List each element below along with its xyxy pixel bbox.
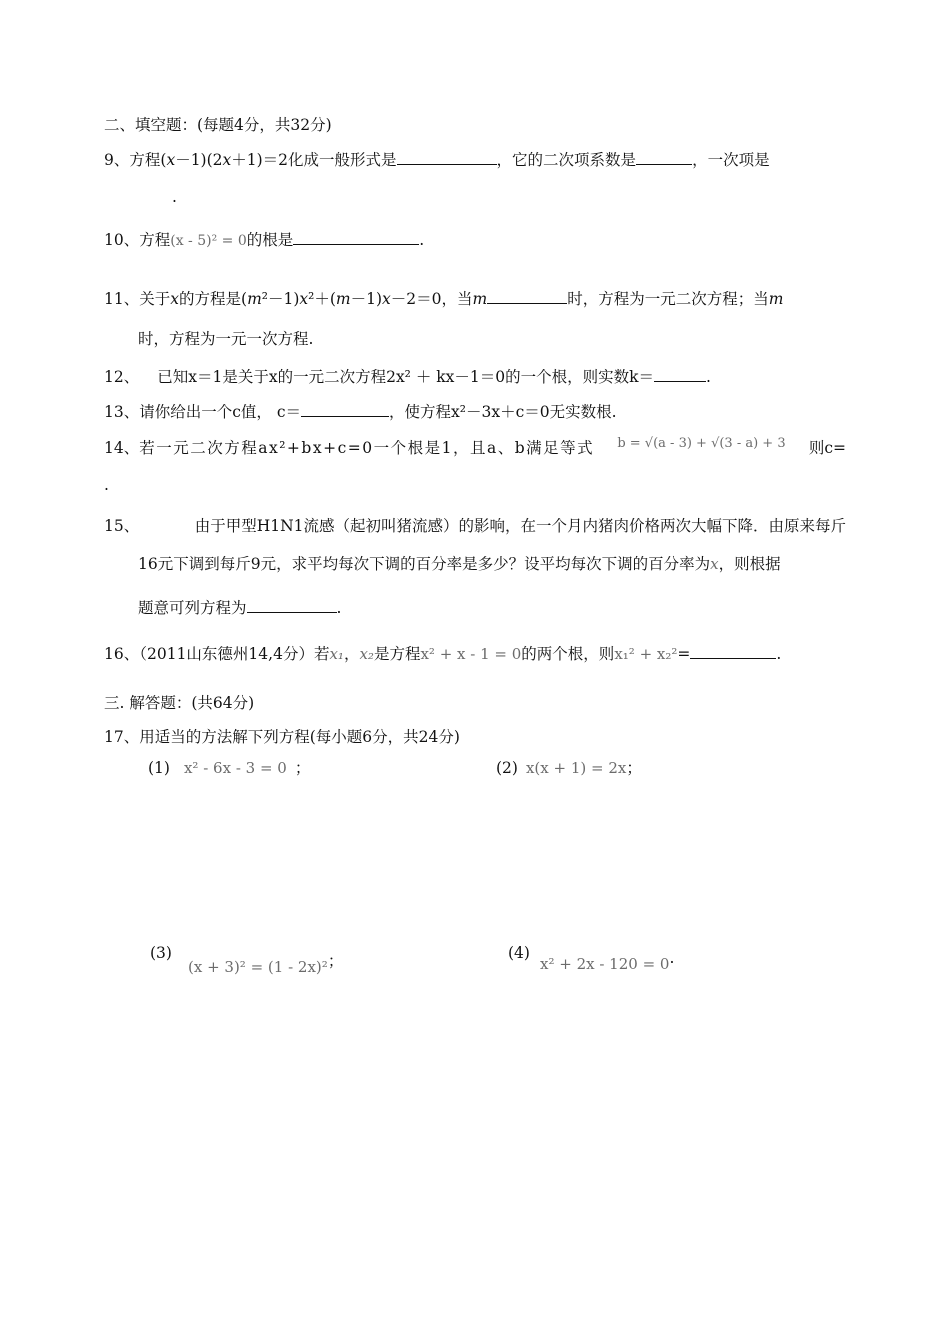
q11-x-2: x (299, 290, 309, 308)
question-13 (104, 400, 617, 422)
q11-text-1: 关于 (139, 290, 171, 308)
q17-part-2-tail: ； (626, 759, 642, 777)
q12-number: 12、 (104, 368, 140, 386)
q10-equation: (x - 5)² = 0 (170, 233, 247, 249)
q11-m-2: m (335, 290, 351, 308)
q17-part-4-label: (4) (508, 944, 530, 962)
q10-text-2: 的根是 (246, 231, 294, 249)
question-11 (104, 287, 783, 309)
q16-tail: . (776, 645, 782, 663)
q11-answer-blank-1[interactable] (487, 288, 567, 304)
q14-number: 14、 (104, 439, 140, 457)
q10-tail: . (419, 231, 425, 249)
question-16 (104, 642, 781, 664)
q12-tail: . (706, 368, 711, 386)
q11-m-4: m (768, 290, 784, 308)
q11-text-6: －2＝0，当 (390, 290, 473, 308)
q16-equation: x² + x - 1 = 0 (420, 645, 522, 663)
q9-text-3: ＋1)＝2化成一般形式是 (231, 151, 397, 169)
q15-line-3-text: 题意可列方程为 (138, 599, 247, 617)
q10-answer-blank[interactable] (293, 229, 419, 245)
q9-tail: . (172, 188, 177, 206)
q16-separator: ， (343, 645, 360, 663)
q13-answer-blank[interactable] (301, 401, 389, 417)
q16-text-3: 的两个根，则 (521, 645, 615, 663)
q16-x2: x₂ (359, 645, 374, 663)
question-17 (104, 725, 460, 747)
q17-part-3-label: (3) (150, 944, 172, 962)
q13-number: 13、 (104, 403, 140, 421)
question-12 (104, 365, 711, 387)
q15-x: x (710, 555, 719, 573)
q11-text-7: 时，方程为一元二次方程；当 (567, 290, 769, 308)
q17-part-4 (540, 949, 675, 973)
q9-x-2: x (222, 151, 232, 169)
q14-text-2: 则c= (808, 439, 846, 457)
q15-tail: . (336, 599, 342, 617)
q17-part-3-equation: (x + 3)² = (1 - 2x)² (188, 958, 328, 976)
q9-answer-blank-1[interactable] (397, 149, 497, 165)
q17-part-2 (496, 756, 642, 778)
q9-text-1: 方程( (129, 151, 167, 169)
q14-tail: . (104, 476, 109, 494)
q15-number: 15、 (104, 517, 140, 535)
q9-text-4: ，它的二次项系数是 (496, 151, 637, 169)
q15-line-2 (138, 552, 781, 574)
q17-part-1-tail: ； (294, 759, 311, 777)
q11-text-3: ²－1) (261, 290, 300, 308)
q16-text-2: 是方程 (373, 645, 421, 663)
q17-part-1-label: (1) (148, 759, 170, 777)
q16-answer-blank[interactable] (690, 643, 776, 659)
q10-text-1: 方程 (139, 231, 171, 249)
q16-text-1: （2011山东德州14,4分）若 (139, 645, 330, 663)
q17-part-2-label: (2) (496, 759, 518, 777)
q16-expression: x₁² + x₂² (614, 645, 678, 663)
question-15 (104, 514, 846, 536)
q11-text-4: ²＋( (308, 290, 336, 308)
q17-part-2-equation: x(x + 1) = 2x (525, 759, 627, 777)
q17-part-1-equation: x² - 6x - 3 = 0 (183, 759, 287, 777)
q16-number: 16、 (104, 645, 140, 663)
question-9 (104, 148, 770, 170)
q17-part-1 (148, 756, 310, 778)
q9-answer-blank-2[interactable] (636, 149, 692, 165)
q14-text-1: 若一元二次方程ax²+bx+c=0一个根是1，且a、b满足等式 (139, 439, 595, 457)
q13-text-1: 请你给出一个c值， c＝ (139, 403, 302, 421)
section-3-heading: 三. 解答题：(共64分) (104, 694, 255, 712)
q17-part-3-tail: ； (327, 952, 344, 970)
q11-line-2: 时，方程为一元一次方程. (138, 330, 314, 348)
q17-text: 用适当的方法解下列方程(每小题6分，共24分) (139, 728, 460, 746)
q9-text-2: －1)(2 (175, 151, 223, 169)
q9-x-1: x (166, 151, 176, 169)
q11-x-3: x (382, 290, 391, 308)
q16-x1: x₁ (329, 645, 344, 663)
q17-part-4-tail: . (669, 949, 675, 967)
q11-x-1: x (170, 290, 179, 308)
q12-answer-blank[interactable] (654, 366, 706, 382)
q14-equation: b = √(a - 3) + √(3 - a) + 3 (617, 436, 786, 451)
q12-text: 已知x＝1是关于x的一元二次方程2x² ＋ kx－1＝0的一个根，则实数k＝ (157, 368, 655, 386)
q9-text-5: ，一次项是 (692, 151, 770, 169)
q11-text-5: －1) (350, 290, 383, 308)
q15-line-2a: 16元下调到每斤9元，求平均每次下调的百分率是多少？设平均每次下调的百分率为 (138, 555, 711, 573)
q17-number: 17、 (104, 728, 140, 746)
q11-number: 11、 (104, 290, 140, 308)
q17-part-4-equation: x² + 2x - 120 = 0 (540, 955, 670, 973)
question-14 (104, 436, 846, 458)
section-2-heading: 二、填空题：(每题4分，共32分) (104, 116, 332, 134)
q15-line-1: 由于甲型H1N1流感（起初叫猪流感）的影响，在一个月内猪肉价格两次大幅下降．由原来每斤 (194, 517, 846, 535)
q11-m-1: m (247, 290, 262, 308)
q9-number: 9、 (104, 151, 130, 169)
q16-text-4: = (677, 645, 691, 663)
question-10 (104, 228, 424, 250)
q13-text-2: ，使方程x²－3x＋c＝0无实数根. (389, 403, 617, 421)
q15-answer-blank[interactable] (247, 597, 337, 613)
q11-text-2: 的方程是( (179, 290, 248, 308)
q11-m-3: m (472, 290, 488, 308)
q10-number: 10、 (104, 231, 140, 249)
q15-line-2b: ，则根据 (718, 555, 781, 573)
q17-part-3 (188, 952, 344, 977)
q15-line-3 (138, 596, 341, 618)
